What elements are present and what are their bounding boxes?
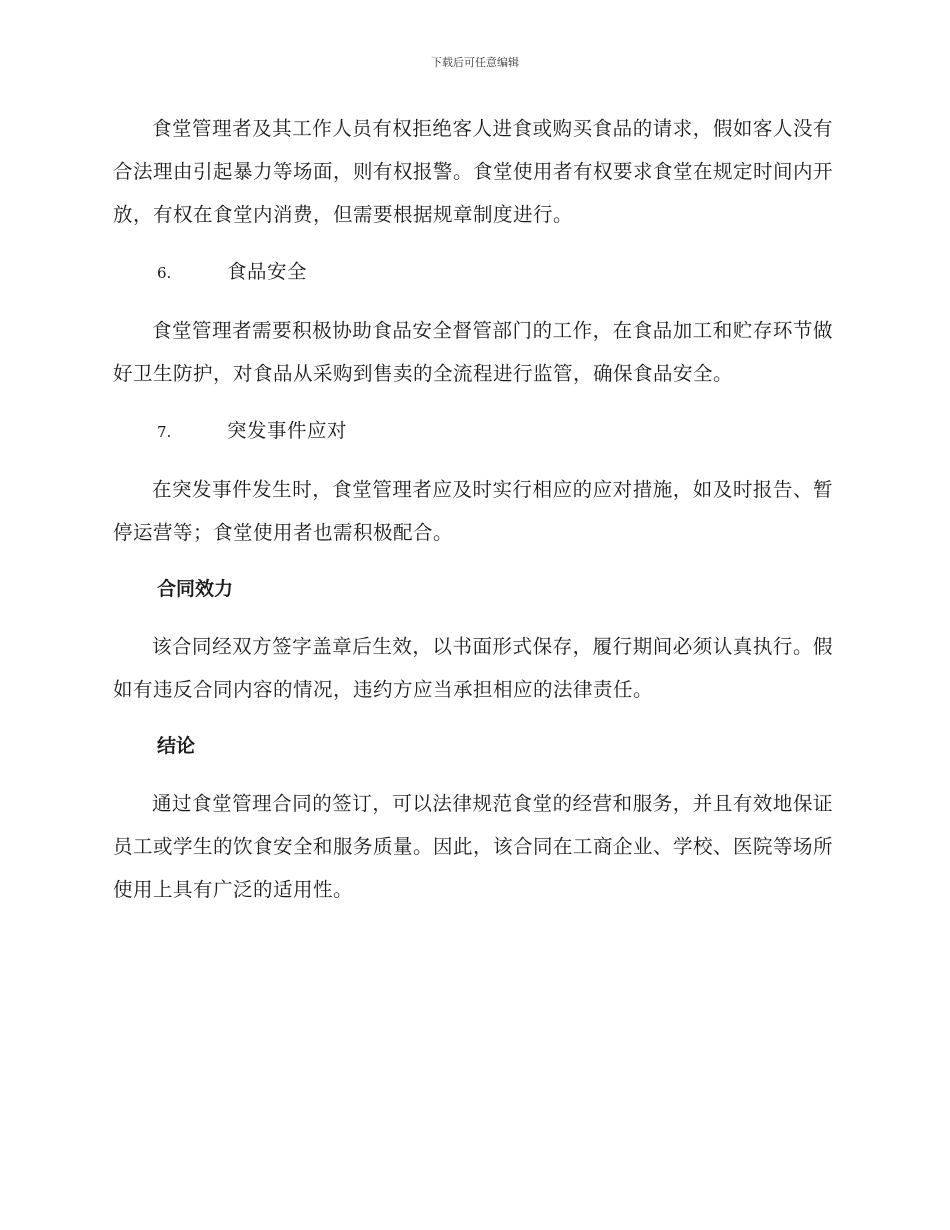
paragraph-rights: 食堂管理者及其工作人员有权拒绝客人进食或购买食品的请求，假如客人没有合法理由引起暴力等场面，则有权报警。食堂使用者有权要求食堂在规定时间内开放，有权在食堂内消费，但需要根据规章制度进行。 [113, 117, 834, 226]
paragraph-food-safety: 食堂管理者需要积极协助食品安全督管部门的工作，在食品加工和贮存环节做好卫生防护，对食品从采购到售卖的全流程进行监管，确保食品安全。 [113, 319, 833, 385]
section-number: 7. [157, 423, 172, 441]
document-body [113, 107, 833, 925]
section-number: 6. [157, 264, 172, 282]
section-food-safety [113, 250, 833, 295]
paragraph-emergency: 在突发事件发生时，食堂管理者应及时实行相应的应对措施，如及时报告、暂停运营等；食堂使用者也需积极配合。 [113, 478, 833, 544]
header-note: 下载后可任意编辑 [431, 56, 519, 69]
heading-contract-validity: 合同效力 [157, 578, 234, 600]
paragraph-conclusion: 通过食堂管理合同的签订，可以法律规范食堂的经营和服务，并且有效地保证员工或学生的饮食安全和服务质量。因此，该合同在工商企业、学校、医院等场所使用上具有广泛的适用性。 [113, 792, 834, 901]
section-emergency [113, 409, 833, 454]
heading-conclusion: 结论 [157, 735, 196, 757]
section-title: 突发事件应对 [227, 419, 348, 442]
paragraph-contract-validity: 该合同经双方签字盖章后生效，以书面形式保存，履行期间必须认真执行。假如有违反合同内容的情况，违约方应当承担相应的法律责任。 [113, 635, 833, 701]
section-title: 食品安全 [227, 260, 308, 283]
